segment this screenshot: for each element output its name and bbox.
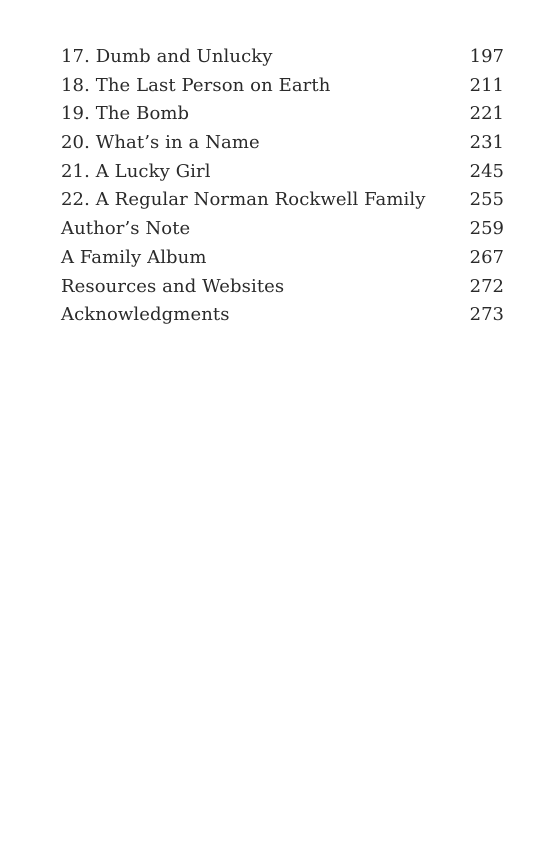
toc-entry: [61, 72, 504, 101]
toc-entry-title: Acknowledgments: [61, 304, 230, 326]
toc-entry-title: Author’s Note: [61, 218, 191, 240]
toc-entry-title: 19. The Bomb: [61, 103, 190, 125]
toc-entry-page-number: 273: [469, 304, 504, 326]
toc-entry-title: A Family Album: [61, 246, 207, 268]
toc-entry-title: 21. A Lucky Girl: [61, 160, 211, 182]
toc-entry: [61, 301, 504, 330]
toc-entry-page-number: 211: [469, 74, 504, 96]
toc-entry-title: 22. A Regular Norman Rockwell Family: [61, 189, 426, 211]
toc-entry-page-number: 221: [469, 103, 504, 125]
toc-entry-page-number: 255: [469, 189, 504, 211]
toc-entry-page-number: 197: [469, 46, 504, 67]
toc-entry: [61, 43, 504, 72]
toc-entry-page-number: 259: [469, 218, 504, 240]
toc-entry-title: Resources and Websites: [61, 275, 285, 297]
toc-entry: [61, 273, 504, 302]
toc-entry-page-number: 231: [469, 132, 504, 154]
table-of-contents: [61, 43, 504, 330]
toc-entry-title: 17. Dumb and Unlucky: [61, 46, 273, 67]
toc-entry: [61, 215, 504, 244]
toc-entry: [61, 186, 504, 215]
toc-entry-title: 20. What’s in a Name: [61, 132, 260, 154]
toc-entry-page-number: 245: [469, 160, 504, 182]
toc-entry: [61, 100, 504, 129]
toc-entry-page-number: 272: [469, 275, 504, 297]
toc-entry: [61, 158, 504, 187]
toc-entry-title: 18. The Last Person on Earth: [61, 74, 331, 96]
toc-entry: [61, 244, 504, 273]
toc-entry-page-number: 267: [469, 246, 504, 268]
toc-entry: [61, 129, 504, 158]
